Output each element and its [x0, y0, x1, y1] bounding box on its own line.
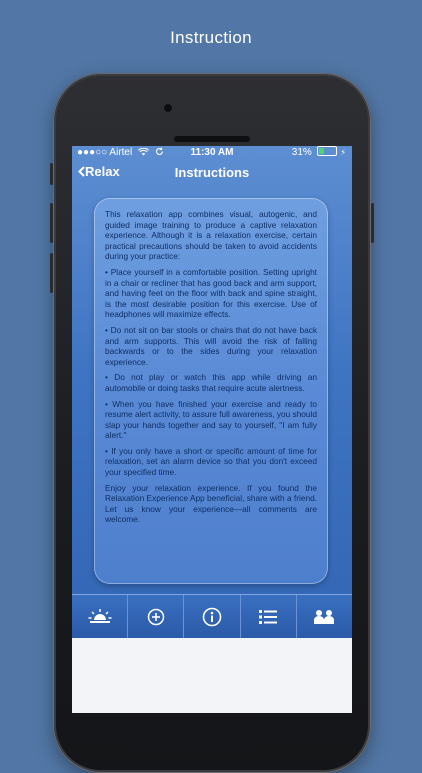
screen-bottom-area — [72, 638, 352, 713]
tab-relax[interactable] — [72, 595, 128, 639]
plus-circle-icon — [147, 608, 165, 626]
list-icon — [259, 609, 277, 625]
front-camera — [164, 104, 172, 112]
battery-icon — [317, 146, 337, 156]
charging-icon: ⚡ — [340, 148, 346, 157]
battery-percent: 31% — [291, 147, 312, 158]
promo-title: Instruction — [170, 28, 252, 47]
volume-down-button — [50, 253, 53, 293]
battery-fill — [319, 148, 324, 154]
status-right — [292, 146, 346, 160]
people-icon — [313, 609, 335, 625]
info-icon — [202, 607, 222, 627]
phone-frame — [53, 73, 371, 773]
page-title: Instructions — [174, 165, 250, 180]
status-time: 11:30 AM — [190, 147, 234, 158]
instructions-outro: Enjoy your relaxation experience. If you found the Relaxation Experience App beneficial, share with a friend. Let us know your experience—all comments are welcome. — [105, 482, 317, 525]
power-button — [371, 203, 374, 243]
instruction-bullet: • Do not sit on bar stools or chairs that do not have back and arm supports. This will avoid the risk of falling backwards or to the sides during your relaxation experience. — [105, 324, 317, 367]
tab-bar — [72, 594, 352, 639]
tab-share[interactable] — [297, 595, 352, 639]
back-label: Relax — [85, 164, 120, 179]
tab-list[interactable] — [241, 595, 297, 639]
volume-up-button — [50, 203, 53, 243]
status-bar — [72, 146, 352, 160]
instructions-intro: This relaxation app combines visual, autogenic, and guided image training to produce a captive relaxation experience. Although it is a relaxation exercise, certain practical precautions should be taken to avoid accidents during your practice: — [105, 209, 317, 262]
instruction-bullet: • If you only have a short or specific amount of time for relaxation, set an alarm device so that you don't exceed your specified time. — [105, 445, 317, 478]
instruction-bullet: • When you have finished your exercise and ready to resume alert activity, to assure full awareness, you should slap your hands together and say to yourself, "I am fully alert." — [105, 398, 317, 441]
earpiece-speaker — [174, 136, 250, 142]
nav-bar — [72, 160, 352, 184]
carrier-label: ●●●○○ Airtel — [77, 147, 133, 158]
tab-add[interactable] — [128, 595, 184, 639]
instructions-card — [94, 198, 328, 584]
instruction-bullet: • Do not play or watch this app while driving an automobile or doing tasks that require acute alertness. — [105, 372, 317, 393]
tab-info[interactable] — [184, 595, 240, 639]
instruction-bullet: • Place yourself in a comfortable position. Setting upright in a chair or recliner that has good back and arm support, and having feet on the floor with back and spine straight, is the most desirable position for this exercise. Use of headphones will maximize effects. — [105, 266, 317, 320]
sunrise-icon — [88, 609, 112, 625]
screen — [72, 146, 352, 713]
mute-switch — [50, 163, 53, 185]
